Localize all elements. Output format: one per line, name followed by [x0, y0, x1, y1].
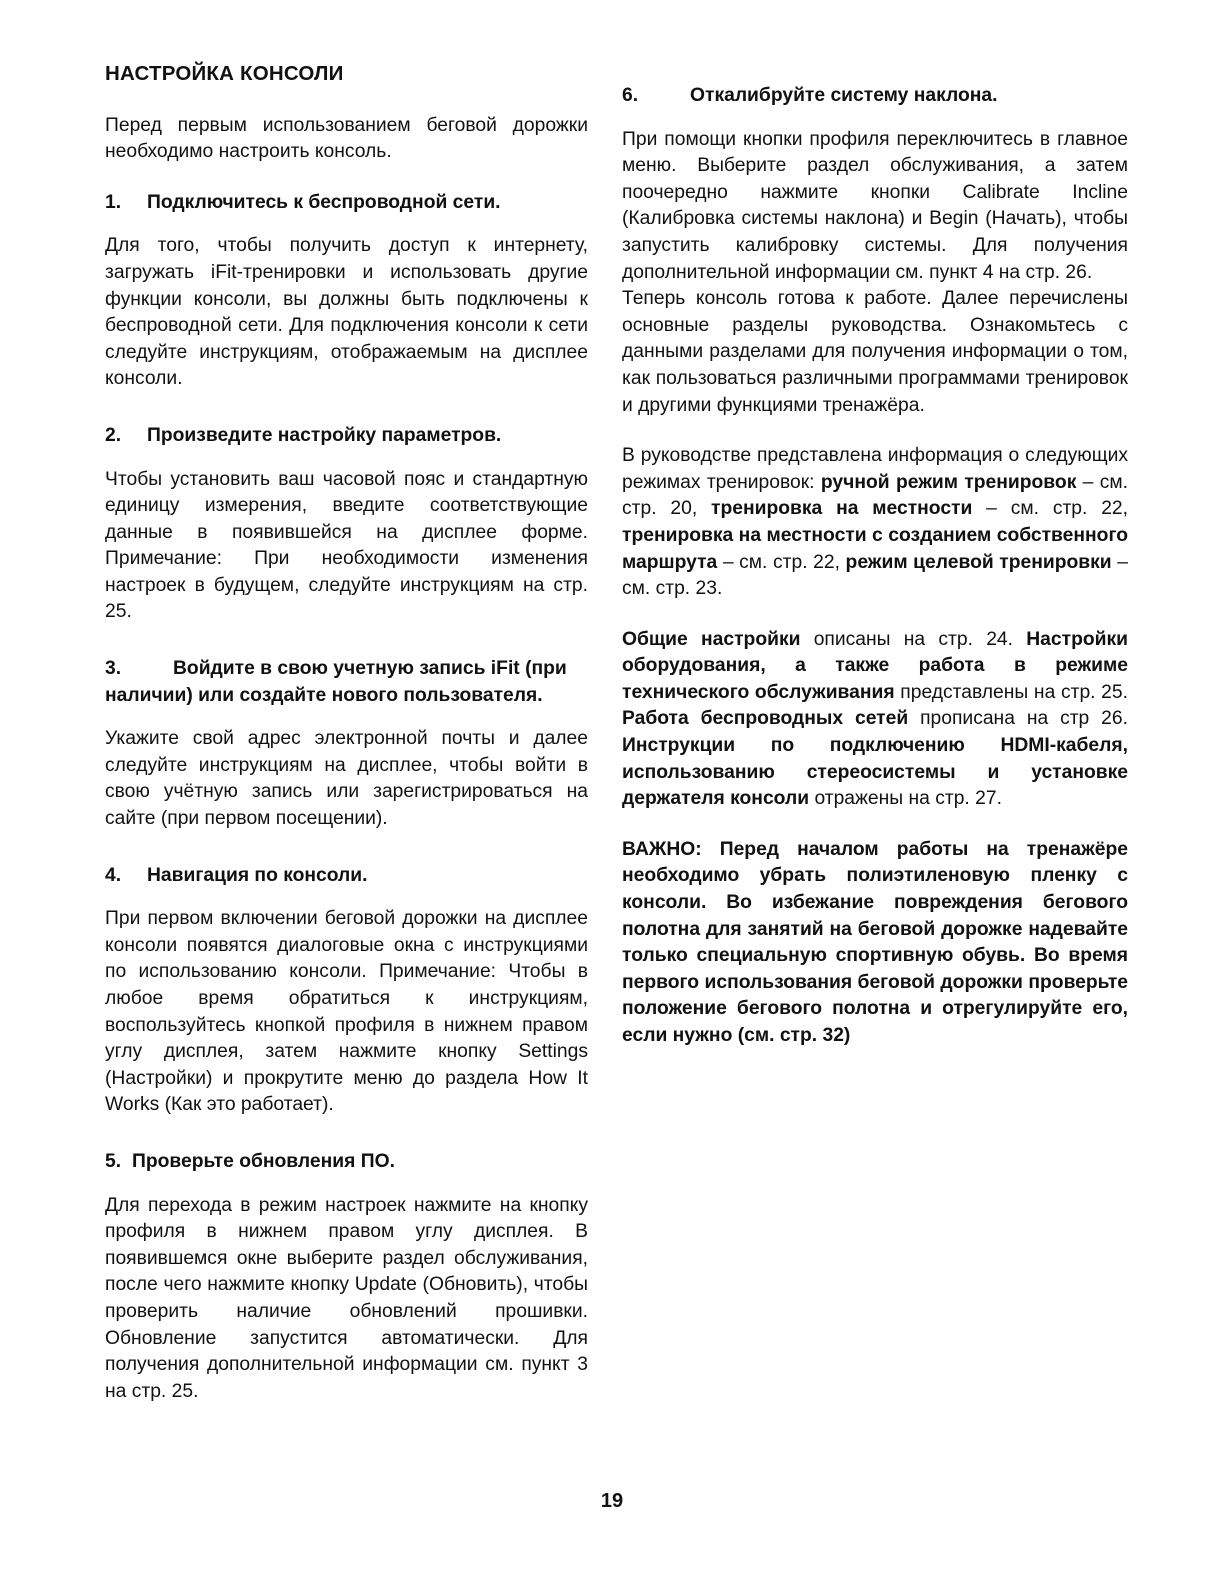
step-heading-1 — [105, 190, 588, 217]
step-heading-6 — [622, 83, 1128, 110]
modes-text-5: – см. стр. 23. — [622, 551, 1128, 600]
step-body-6: При помощи кнопки профиля переключитесь в главное меню. Выберите раздел обслуживания, а затем поочередно нажмите кнопки Calibrate Incline (Калибровка системы наклона) и Begin (Начать), чтобы запустить калибровку системы. Для получения дополнительной информации см. пункт 4 на стр. 26. — [622, 128, 1128, 283]
page-title: НАСТРОЙКА КОНСОЛИ — [105, 62, 344, 85]
section-general-settings: Общие настройки — [622, 628, 801, 650]
page-columns — [105, 62, 1128, 1405]
step-title-6: Откалибруйте систему наклона. — [690, 85, 998, 106]
step-block-5 — [105, 1149, 588, 1405]
step-heading-4 — [105, 863, 588, 890]
mode-target: режим целевой тренировки — [845, 551, 1112, 573]
mode-terrain: тренировка на местности — [711, 498, 973, 520]
step-number-3: 3. — [105, 658, 122, 680]
left-column — [105, 62, 588, 1405]
step-number-6: 6. — [622, 85, 639, 106]
sections-text-3: прописана на стр 26. — [908, 708, 1128, 730]
important-notice: ВАЖНО: Перед началом работы на тренажёре необходимо убрать полиэтиленовую пленку с консоли. Во избежание повреждения бегового полотна для занятий на беговой дорожке надевайте только специальную спортивную обувь. Во время первого использования беговой дорожки проверьте положение бегового полотна и отрегулируйте его, если нужно (см. стр. 32) — [622, 838, 1128, 1046]
ready-paragraph: Теперь консоль готова к работе. Далее перечислены основные разделы руководства. Ознакомьтесь с данными разделами для получения информации о том, как пользоваться различными программами тренировок и другими функциями тренажёра. — [622, 288, 1128, 416]
step-title-4: Навигация по консоли. — [147, 864, 368, 886]
step-title-3: Войдите в свою учетную запись iFit (при наличии) или создайте нового пользователя. — [105, 658, 567, 706]
modes-text-4: – см. стр. 22, — [717, 551, 846, 573]
sections-paragraph — [622, 627, 1128, 813]
step-heading-5 — [105, 1149, 588, 1176]
step-body-4: При первом включении беговой дорожки на дисплее консоли появятся диалоговые окна с инструкциями по использованию консоли. Примечание: Чтобы в любое время обратиться к инструкциям, воспользуйтесь кнопкой профиля в нижнем правом углу дисплея, затем нажмите кнопку Settings (Настройки) и прокрутите меню до раздела How It Works (Как это работает). — [105, 908, 588, 1116]
section-equipment-settings: Настройки оборудования, а также работа в режиме технического обслуживания — [622, 628, 1128, 703]
mode-custom-route: тренировка на местности с созданием собственного маршрута — [622, 524, 1128, 573]
step-body-1: Для того, чтобы получить доступ к интернету, загружать iFit-тренировки и использовать другие функции консоли, вы должны быть подключены к беспроводной сети. Для подключения консоли к сети следуйте инструкциям, отображаемым на дисплее консоли. — [105, 235, 588, 390]
step-number-1: 1. — [105, 191, 122, 213]
sections-text-2: представлены на стр. 25. — [894, 681, 1128, 703]
section-hdmi-instructions: Инструкции по подключению HDMI-кабеля, использованию стереосистемы и установке держателя консоли — [622, 735, 1128, 810]
page-number: 19 — [600, 1490, 624, 1512]
step-number-5: 5. — [105, 1150, 122, 1172]
modes-paragraph — [622, 443, 1128, 603]
step-title-5: Проверьте обновления ПО. — [132, 1150, 395, 1172]
modes-text-2: – см. стр. 20, — [622, 471, 1128, 520]
step-body-5: Для перехода в режим настроек нажмите на кнопку профиля в нижнем правом углу дисплея. В появившемся окне выберите раздел обслуживания, после чего нажмите кнопку Update (Обновить), чтобы проверить наличие обновлений прошивки. Обновление запустится автоматически. Для получения дополнительной информации см. пункт 3 на стр. 25. — [105, 1194, 588, 1402]
step-title-1: Подключитесь к беспроводной сети. — [147, 191, 501, 213]
step-heading-2 — [105, 423, 588, 450]
step-title-2: Произведите настройку параметров. — [147, 424, 502, 446]
step-block-2 — [105, 423, 588, 626]
intro-paragraph: Перед первым использованием беговой дорожки необходимо настроить консоль. — [105, 114, 588, 163]
section-wireless: Работа беспроводных сетей — [622, 708, 909, 730]
modes-text-1: В руководстве представлена информация о следующих режимах тренировок: — [622, 445, 1128, 493]
mode-manual: ручной режим тренировок — [820, 471, 1077, 493]
step-block-1 — [105, 190, 588, 393]
step-number-4: 4. — [105, 864, 122, 886]
step-number-2: 2. — [105, 424, 122, 446]
step-body-2: Чтобы установить ваш часовой пояс и стандартную единицу измерения, введите соответствующие данные в появившейся на дисплее форме. Примечание: При необходимости изменения настроек в будущем, следуйте инструкциям на стр. 25. — [105, 468, 588, 623]
step-body-3: Укажите свой адрес электронной почты и далее следуйте инструкциям на дисплее, чтобы войти в свою учётную запись или зарегистрироваться на сайте (при первом посещении). — [105, 728, 588, 830]
step-block-6 — [622, 83, 1128, 286]
modes-text-3: – см. стр. 22, — [972, 498, 1128, 520]
right-column — [622, 62, 1128, 1074]
step-heading-3 — [105, 656, 588, 709]
sections-text-1: описаны на стр. 24. — [800, 628, 1027, 650]
step-block-4 — [105, 863, 588, 1119]
step-block-3 — [105, 656, 588, 833]
sections-text-4: отражены на стр. 27. — [809, 788, 1002, 810]
